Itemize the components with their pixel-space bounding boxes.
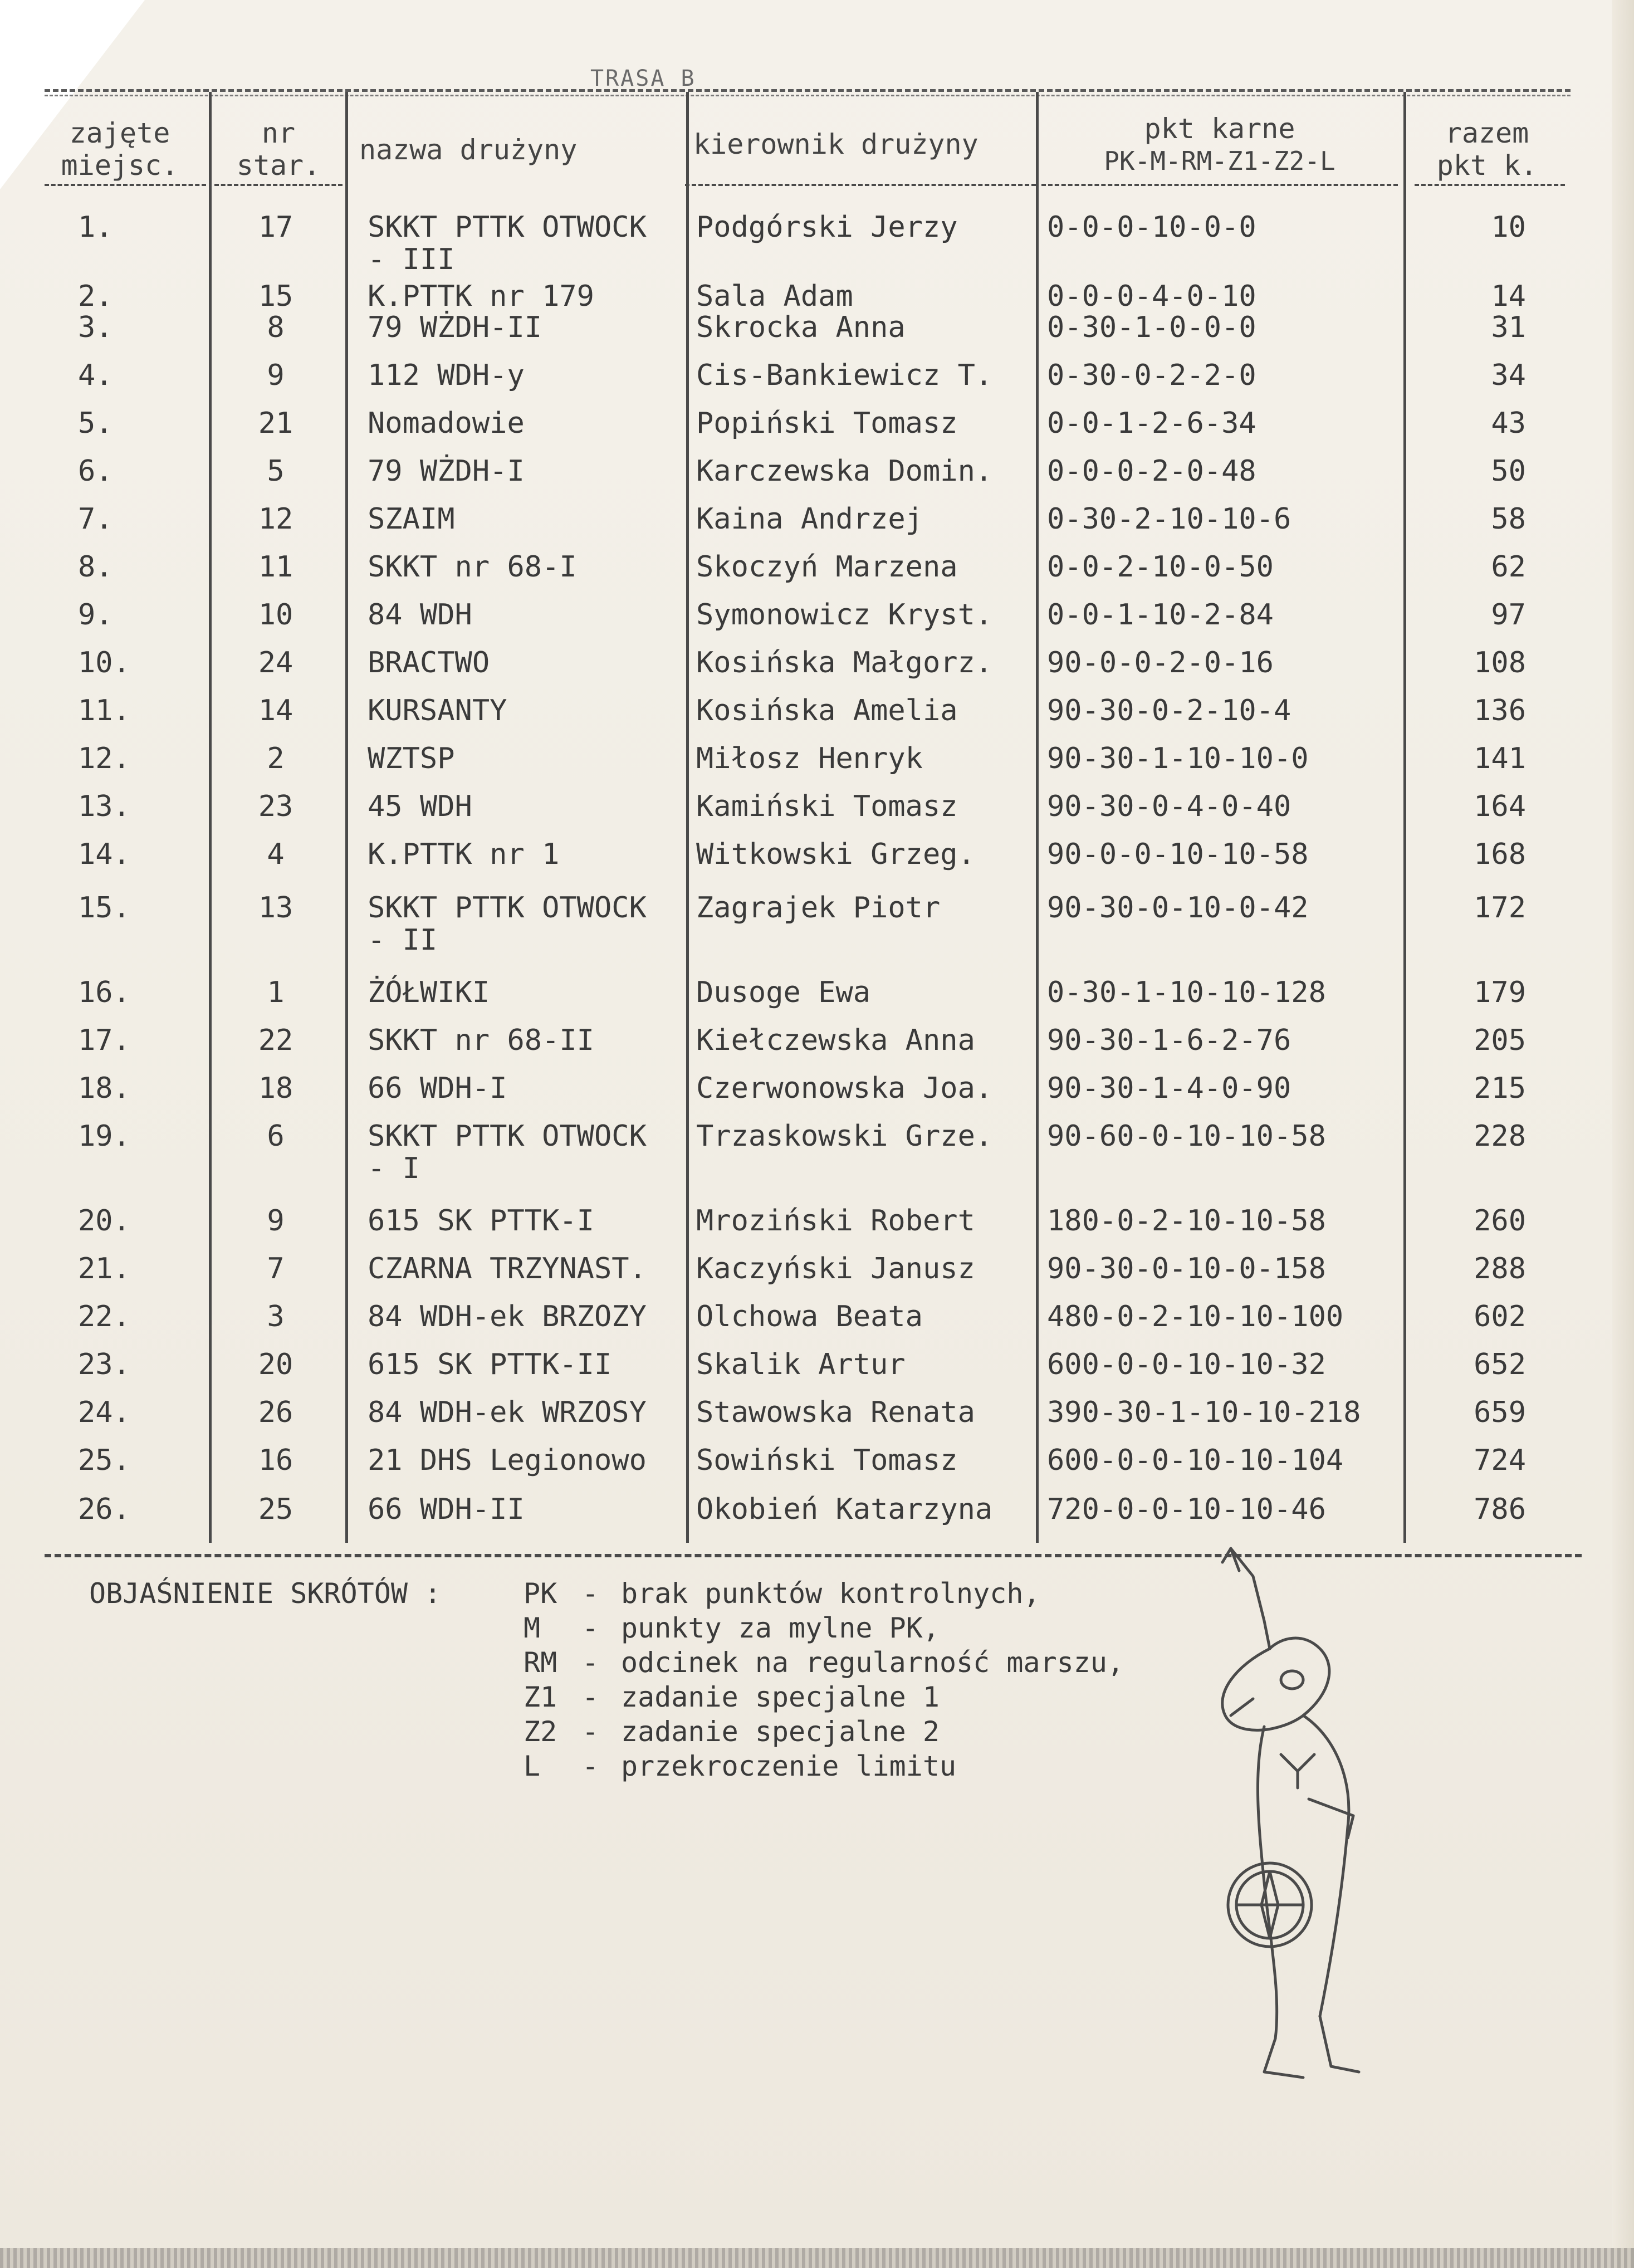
- leader-cell: Popiński Tomasz: [696, 407, 958, 440]
- leader-cell: Kiełczewska Anna: [696, 1024, 975, 1057]
- total-points-cell: 288: [1474, 1252, 1526, 1285]
- table-row: [0, 359, 1634, 407]
- table-row: [0, 1396, 1634, 1444]
- header-underline: [1041, 184, 1398, 186]
- total-points-cell: 228: [1474, 1120, 1526, 1153]
- team-cell: SZAIM: [368, 502, 455, 536]
- start-number-cell: 9: [267, 359, 285, 392]
- total-points-cell: 179: [1474, 976, 1526, 1009]
- total-points-cell: 43: [1491, 407, 1526, 440]
- team-cell: BRACTWO: [368, 646, 490, 680]
- place-cell: 16.: [78, 976, 130, 1009]
- team-cell: K.PTTK nr 179: [368, 280, 594, 313]
- legend-desc: zadanie specjalne 2: [621, 1715, 940, 1748]
- leader-cell: Kaina Andrzej: [696, 502, 923, 536]
- penalty-points-cell: 480-0-2-10-10-100: [1047, 1300, 1344, 1333]
- total-points-cell: 260: [1474, 1204, 1526, 1238]
- leader-cell: Zagrajek Piotr: [696, 891, 941, 925]
- penalty-points-cell: 0-30-0-2-2-0: [1047, 359, 1256, 392]
- header-penalty: pkt karne: [1144, 113, 1295, 145]
- total-points-cell: 164: [1474, 790, 1526, 823]
- legend-key: PK: [524, 1577, 557, 1610]
- legend-desc: przekroczenie limitu: [621, 1750, 957, 1782]
- place-cell: 12.: [78, 742, 130, 775]
- penalty-points-cell: 0-0-2-10-0-50: [1047, 550, 1274, 584]
- team-cell: 79 WŻDH-II: [368, 311, 542, 344]
- leader-cell: Skrocka Anna: [696, 311, 906, 344]
- total-points-cell: 136: [1474, 694, 1526, 727]
- team-cell: 84 WDH-ek WRZOSY: [368, 1396, 647, 1429]
- table-row: [0, 1072, 1634, 1120]
- table-row: [0, 838, 1634, 886]
- total-points-cell: 724: [1474, 1444, 1526, 1477]
- table-row: [0, 891, 1634, 957]
- table-row: [0, 1204, 1634, 1252]
- place-cell: 22.: [78, 1300, 130, 1333]
- legend-key: RM: [524, 1646, 557, 1679]
- place-cell: 9.: [78, 598, 113, 632]
- table-header: [0, 106, 1634, 189]
- leader-cell: Kamiński Tomasz: [696, 790, 958, 823]
- table-row: [0, 1444, 1634, 1492]
- start-number-cell: 20: [258, 1348, 293, 1381]
- leader-cell: Okobień Katarzyna: [696, 1493, 993, 1526]
- legend-dash: -: [582, 1715, 599, 1748]
- team-cell: KURSANTY: [368, 694, 507, 727]
- start-number-cell: 8: [267, 311, 285, 344]
- penalty-points-cell: 0-30-1-10-10-128: [1047, 976, 1326, 1009]
- legend-desc: brak punktów kontrolnych,: [621, 1577, 1040, 1610]
- place-cell: 11.: [78, 694, 130, 727]
- total-points-cell: 168: [1474, 838, 1526, 871]
- leader-cell: Skoczyń Marzena: [696, 550, 958, 584]
- leader-cell: Sala Adam: [696, 280, 853, 313]
- header-start: nr star.: [236, 117, 321, 182]
- start-number-cell: 2: [267, 742, 285, 775]
- place-cell: 8.: [78, 550, 113, 584]
- total-points-cell: 141: [1474, 742, 1526, 775]
- start-number-cell: 22: [258, 1024, 293, 1057]
- table-row: [0, 502, 1634, 550]
- place-cell: 5.: [78, 407, 113, 440]
- header-place: zajęte miejsc.: [61, 117, 179, 182]
- total-points-cell: 97: [1491, 598, 1526, 632]
- penalty-points-cell: 720-0-0-10-10-46: [1047, 1493, 1326, 1526]
- penalty-points-cell: 0-0-0-2-0-48: [1047, 454, 1256, 488]
- place-cell: 25.: [78, 1444, 130, 1477]
- penalty-points-cell: 0-0-0-10-0-0: [1047, 211, 1256, 244]
- team-cell: ŻÓŁWIKI: [368, 976, 490, 1009]
- table-row: [0, 550, 1634, 598]
- total-points-cell: 659: [1474, 1396, 1526, 1429]
- start-number-cell: 3: [267, 1300, 285, 1333]
- leader-cell: Stawowska Renata: [696, 1396, 975, 1429]
- total-points-cell: 31: [1491, 311, 1526, 344]
- place-cell: 17.: [78, 1024, 130, 1057]
- place-cell: 23.: [78, 1348, 130, 1381]
- start-number-cell: 13: [258, 891, 293, 925]
- table-row: [0, 1120, 1634, 1185]
- table-row: [0, 694, 1634, 742]
- place-cell: 20.: [78, 1204, 130, 1238]
- place-cell: 21.: [78, 1252, 130, 1285]
- team-cell: 45 WDH: [368, 790, 472, 823]
- table-row: [0, 976, 1634, 1024]
- header-underline: [214, 184, 343, 186]
- leader-cell: Podgórski Jerzy: [696, 211, 958, 244]
- table-row: [0, 1348, 1634, 1396]
- scan-edge: [0, 2248, 1634, 2268]
- leader-cell: Mroziński Robert: [696, 1204, 975, 1238]
- place-cell: 4.: [78, 359, 113, 392]
- penalty-points-cell: 0-30-1-0-0-0: [1047, 311, 1256, 344]
- start-number-cell: 9: [267, 1204, 285, 1238]
- team-cell-continued: - I: [368, 1152, 420, 1185]
- team-cell: 21 DHS Legionowo: [368, 1444, 647, 1477]
- legend-desc: odcinek na regularność marszu,: [621, 1646, 1124, 1679]
- start-number-cell: 18: [258, 1072, 293, 1105]
- penalty-points-cell: 0-30-2-10-10-6: [1047, 502, 1291, 536]
- place-cell: 19.: [78, 1120, 130, 1153]
- penalty-points-cell: 90-30-0-2-10-4: [1047, 694, 1291, 727]
- place-cell: 2.: [78, 280, 113, 313]
- place-cell: 26.: [78, 1493, 130, 1526]
- penalty-points-cell: 600-0-0-10-10-104: [1047, 1444, 1344, 1477]
- start-number-cell: 14: [258, 694, 293, 727]
- leader-cell: Cis-Bankiewicz T.: [696, 359, 993, 392]
- header-leader: kierownik drużyny: [693, 128, 979, 160]
- penalty-points-cell: 90-0-0-10-10-58: [1047, 838, 1309, 871]
- penalty-points-cell: 0-0-0-4-0-10: [1047, 280, 1256, 313]
- team-cell: CZARNA TRZYNAST.: [368, 1252, 647, 1285]
- mascot-compass-icon: [1170, 1537, 1426, 2105]
- start-number-cell: 1: [267, 976, 285, 1009]
- penalty-points-cell: 390-30-1-10-10-218: [1047, 1396, 1361, 1429]
- team-cell: 615 SK PTTK-II: [368, 1348, 612, 1381]
- place-cell: 10.: [78, 646, 130, 680]
- team-cell: 66 WDH-I: [368, 1072, 507, 1105]
- penalty-points-cell: 90-30-0-10-0-158: [1047, 1252, 1326, 1285]
- leader-cell: Czerwonowska Joa.: [696, 1072, 993, 1105]
- total-points-cell: 34: [1491, 359, 1526, 392]
- total-points-cell: 50: [1491, 454, 1526, 488]
- team-cell: SKKT PTTK OTWOCK: [368, 891, 647, 925]
- total-points-cell: 108: [1474, 646, 1526, 680]
- place-cell: 14.: [78, 838, 130, 871]
- leader-cell: Kosińska Amelia: [696, 694, 958, 727]
- table-row: [0, 1493, 1634, 1541]
- start-number-cell: 24: [258, 646, 293, 680]
- start-number-cell: 21: [258, 407, 293, 440]
- team-cell: 79 WŻDH-I: [368, 454, 525, 488]
- legend-dash: -: [582, 1577, 599, 1610]
- legend-key: M: [524, 1612, 541, 1644]
- total-points-cell: 652: [1474, 1348, 1526, 1381]
- total-points-cell: 62: [1491, 550, 1526, 584]
- legend-dash: -: [582, 1646, 599, 1679]
- leader-cell: Skalik Artur: [696, 1348, 906, 1381]
- legend-key: Z1: [524, 1681, 557, 1713]
- table-row: [0, 742, 1634, 790]
- leader-cell: Kosińska Małgorz.: [696, 646, 993, 680]
- team-cell: 66 WDH-II: [368, 1493, 525, 1526]
- header-team: nazwa drużyny: [359, 134, 578, 166]
- penalty-points-cell: 180-0-2-10-10-58: [1047, 1204, 1326, 1238]
- route-title: TRASA B: [590, 66, 696, 91]
- header-underline: [1415, 184, 1565, 186]
- place-cell: 24.: [78, 1396, 130, 1429]
- table-row: [0, 454, 1634, 502]
- team-cell: SKKT PTTK OTWOCK: [368, 211, 647, 244]
- penalty-points-cell: 0-0-1-2-6-34: [1047, 407, 1256, 440]
- team-cell: SKKT nr 68-II: [368, 1024, 594, 1057]
- penalty-points-cell: 90-30-1-4-0-90: [1047, 1072, 1291, 1105]
- start-number-cell: 7: [267, 1252, 285, 1285]
- legend-desc: punkty za mylne PK,: [621, 1612, 940, 1644]
- team-cell: 615 SK PTTK-I: [368, 1204, 594, 1238]
- penalty-points-cell: 90-30-1-6-2-76: [1047, 1024, 1291, 1057]
- team-cell: 84 WDH-ek BRZOZY: [368, 1300, 647, 1333]
- team-cell: 84 WDH: [368, 598, 472, 632]
- legend-dash: -: [582, 1750, 599, 1782]
- table-row: [0, 646, 1634, 694]
- penalty-points-cell: 90-30-0-10-0-42: [1047, 891, 1309, 925]
- start-number-cell: 4: [267, 838, 285, 871]
- start-number-cell: 11: [258, 550, 293, 584]
- penalty-points-cell: 90-60-0-10-10-58: [1047, 1120, 1326, 1153]
- team-cell: SKKT PTTK OTWOCK: [368, 1120, 647, 1153]
- header-underline: [685, 184, 1036, 186]
- total-points-cell: 205: [1474, 1024, 1526, 1057]
- team-cell: WZTSP: [368, 742, 455, 775]
- table-row: [0, 1024, 1634, 1072]
- place-cell: 1.: [78, 211, 113, 244]
- table-row: [0, 211, 1634, 276]
- total-points-cell: 786: [1474, 1493, 1526, 1526]
- penalty-points-cell: 90-0-0-2-0-16: [1047, 646, 1274, 680]
- table-row: [0, 1300, 1634, 1348]
- start-number-cell: 10: [258, 598, 293, 632]
- start-number-cell: 6: [267, 1120, 285, 1153]
- total-points-cell: 14: [1491, 280, 1526, 313]
- table-row: [0, 598, 1634, 646]
- place-cell: 18.: [78, 1072, 130, 1105]
- place-cell: 13.: [78, 790, 130, 823]
- leader-cell: Olchowa Beata: [696, 1300, 923, 1333]
- team-cell-continued: - III: [368, 243, 455, 276]
- leader-cell: Symonowicz Kryst.: [696, 598, 993, 632]
- leader-cell: Witkowski Grzeg.: [696, 838, 975, 871]
- leader-cell: Miłosz Henryk: [696, 742, 923, 775]
- leader-cell: Sowiński Tomasz: [696, 1444, 958, 1477]
- header-total: razem pkt k.: [1436, 117, 1538, 182]
- table-top-rule: [45, 89, 1571, 92]
- team-cell: SKKT nr 68-I: [368, 550, 577, 584]
- start-number-cell: 23: [258, 790, 293, 823]
- start-number-cell: 16: [258, 1444, 293, 1477]
- total-points-cell: 10: [1491, 211, 1526, 244]
- penalty-points-cell: 90-30-0-4-0-40: [1047, 790, 1291, 823]
- table-row: [0, 311, 1634, 359]
- legend-desc: zadanie specjalne 1: [621, 1681, 940, 1713]
- legend-dash: -: [582, 1612, 599, 1644]
- header-underline: [45, 184, 206, 186]
- start-number-cell: 12: [258, 502, 293, 536]
- legend-title: OBJAŚNIENIE SKRÓTÓW :: [89, 1577, 442, 1610]
- total-points-cell: 602: [1474, 1300, 1526, 1333]
- start-number-cell: 17: [258, 211, 293, 244]
- start-number-cell: 26: [258, 1396, 293, 1429]
- table-row: [0, 790, 1634, 838]
- penalty-points-cell: 600-0-0-10-10-32: [1047, 1348, 1326, 1381]
- team-cell: K.PTTK nr 1: [368, 838, 560, 871]
- place-cell: 6.: [78, 454, 113, 488]
- penalty-points-cell: 90-30-1-10-10-0: [1047, 742, 1309, 775]
- place-cell: 15.: [78, 891, 130, 925]
- legend-key: L: [524, 1750, 541, 1782]
- team-cell: Nomadowie: [368, 407, 525, 440]
- start-number-cell: 15: [258, 280, 293, 313]
- team-cell: 112 WDH-y: [368, 359, 525, 392]
- start-number-cell: 5: [267, 454, 285, 488]
- leader-cell: Trzaskowski Grze.: [696, 1120, 993, 1153]
- total-points-cell: 172: [1474, 891, 1526, 925]
- total-points-cell: 215: [1474, 1072, 1526, 1105]
- leader-cell: Kaczyński Janusz: [696, 1252, 975, 1285]
- start-number-cell: 25: [258, 1493, 293, 1526]
- place-cell: 3.: [78, 311, 113, 344]
- legend-key: Z2: [524, 1715, 557, 1748]
- leader-cell: Karczewska Domin.: [696, 454, 993, 488]
- table-row: [0, 407, 1634, 454]
- leader-cell: Dusoge Ewa: [696, 976, 871, 1009]
- header-penalty-formula: PK-M-RM-Z1-Z2-L: [1104, 146, 1335, 176]
- table-row: [0, 1252, 1634, 1300]
- penalty-points-cell: 0-0-1-10-2-84: [1047, 598, 1274, 632]
- table-top-rule-2: [45, 95, 1571, 96]
- total-points-cell: 58: [1491, 502, 1526, 536]
- place-cell: 7.: [78, 502, 113, 536]
- team-cell-continued: - II: [368, 923, 438, 957]
- legend-dash: -: [582, 1681, 599, 1713]
